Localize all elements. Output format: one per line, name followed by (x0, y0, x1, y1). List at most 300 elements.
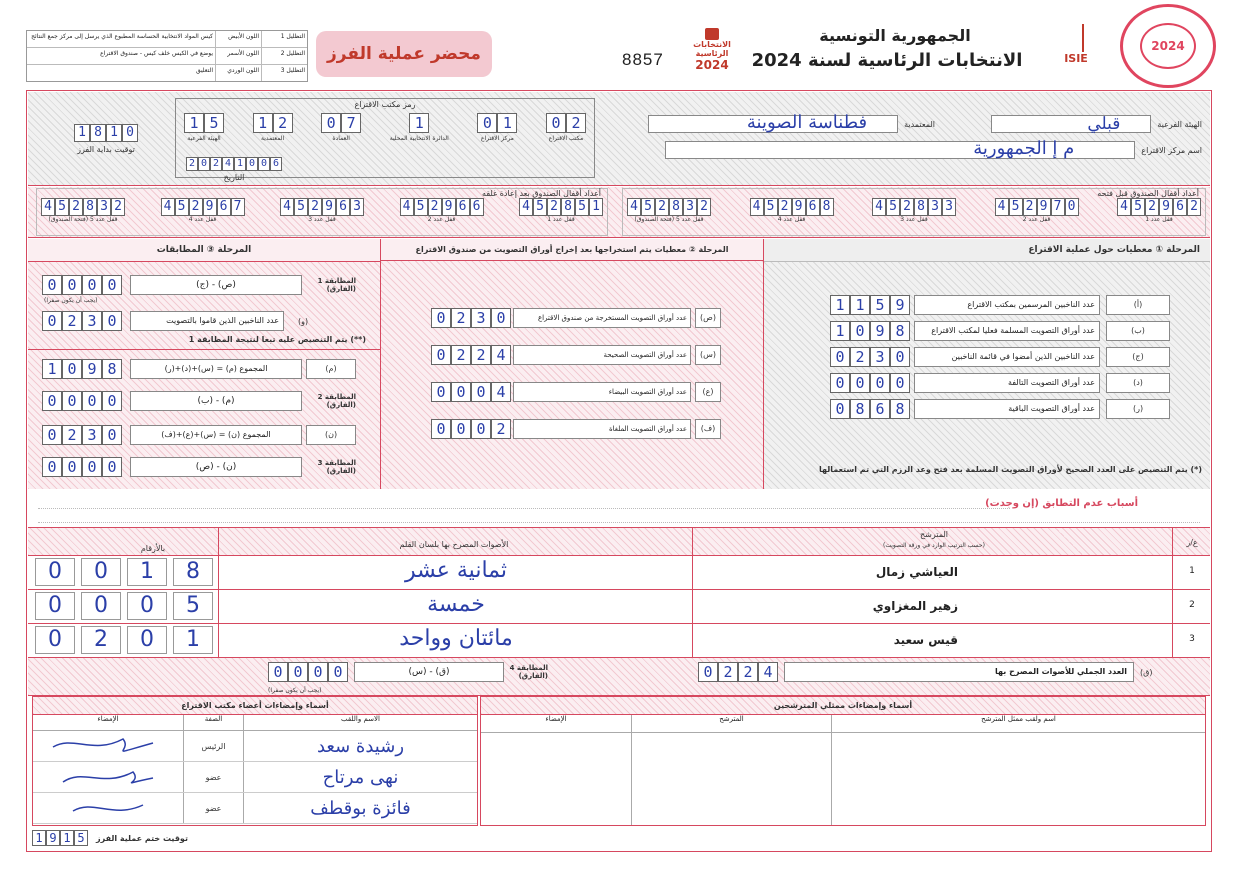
digit-cell: 0 (451, 419, 471, 439)
match1-label: المطابقة 1 (الفارق) (317, 277, 356, 293)
digit-cell: 3 (928, 198, 942, 216)
stage3-panel (28, 239, 380, 489)
stage2-key: (ص) (695, 308, 721, 328)
total-n-formula: المجموع (ن) = (س)+(ع)+(ف) (130, 425, 302, 445)
stage2-title: المرحلة ② معطيات يتم استخراجها بعد إخراج أوراق التصويت من صندوق الاقتراع (381, 239, 763, 261)
center-label: اسم مركز الاقتراع (1141, 145, 1202, 155)
digit-cell: 9 (1037, 198, 1051, 216)
digit-cell: 3 (870, 347, 890, 367)
digit-cell: 1 (830, 321, 850, 341)
digit-cell: 3 (82, 425, 102, 445)
digit-cell: 1 (74, 124, 90, 142)
digit-cell: 1 (830, 295, 850, 315)
member-role: الرئيس (183, 731, 243, 761)
legend-key: التظليل 2 (261, 48, 307, 64)
locks-after-label: أعداد أقفال الصندوق بعد إعادة غلقه (482, 189, 601, 198)
digit-cell: 0 (102, 391, 122, 411)
stage1-key: (ج) (1106, 347, 1170, 367)
header (0, 0, 1240, 92)
digit-cell: 5 (74, 830, 88, 846)
digit-cell: 0 (431, 419, 451, 439)
result-digit-cell: 5 (173, 592, 213, 620)
digit-cell: 2 (778, 198, 792, 216)
digit-cell: 3 (471, 308, 491, 328)
candidate-name: العياشي زمال (875, 565, 958, 579)
digit-cell: 3 (942, 198, 956, 216)
col-sign-header: الإمضاء (97, 715, 119, 723)
legend-desc: يوضع في الكيس خلف كيس - صندوق الاقتراع (100, 50, 213, 57)
regional-field (991, 115, 1151, 133)
digit-cell: 5 (764, 198, 778, 216)
stage1-panel (764, 239, 1210, 489)
digit-cell: 0 (82, 391, 102, 411)
digit-cell: 0 (890, 347, 910, 367)
member-signature (33, 731, 183, 761)
digit-cell: 5 (294, 198, 308, 216)
digit-cell: 2 (1145, 198, 1159, 216)
lock-item (519, 198, 603, 223)
digit-cell: 0 (546, 113, 566, 133)
form-title: محضر عملية الفرز (316, 31, 492, 77)
digit-cell: 0 (288, 662, 308, 682)
office-code-digits (546, 113, 586, 133)
result-digit-cell: 0 (35, 592, 75, 620)
office-code (477, 113, 517, 142)
match3-digits (42, 457, 122, 477)
digit-cell: 1 (497, 113, 517, 133)
digit-cell: 4 (995, 198, 1009, 216)
digit-cell: 0 (328, 662, 348, 682)
results-table (28, 528, 1210, 658)
digit-cell: 9 (322, 198, 336, 216)
start-time-digits (66, 124, 146, 142)
digit-cell: 2 (308, 198, 322, 216)
lock-label: قفل عدد 4 (188, 216, 217, 223)
members-list (33, 731, 477, 824)
col-candidate-header: المترشح (920, 530, 948, 539)
digit-cell: 0 (850, 321, 870, 341)
match4-zero-note: (يجب أن يكون صفرا) (268, 687, 322, 694)
digit-cell: 0 (431, 308, 451, 328)
office-code-digits (184, 113, 224, 133)
signatures-section (28, 696, 1210, 852)
digit-cell: 6 (270, 157, 282, 171)
digit-cell: 4 (400, 198, 414, 216)
office-codes (176, 113, 594, 142)
candidate-name: قيس سعيد (893, 633, 958, 647)
digit-cell: 9 (46, 830, 60, 846)
digit-cell: 8 (83, 198, 97, 216)
office-code-label: الدائرة الانتخابية المحلية (389, 135, 449, 142)
lock-digits (750, 198, 834, 216)
digit-cell: 9 (442, 198, 456, 216)
result-digit-cell: 2 (81, 626, 121, 654)
office-code-label: المعتمدية (260, 135, 285, 142)
office-code-label: العمادة (332, 135, 350, 142)
match1-digits (42, 275, 122, 295)
stage1-label: عدد أوراق التصويت المسلمة فعليا لمكتب الاقتراع (914, 321, 1100, 341)
match3-label: المطابقة 3 (الفارق) (317, 459, 356, 475)
stage1-key: (ر) (1106, 399, 1170, 419)
member-signature (33, 762, 183, 792)
logo-year: 2024 (695, 58, 729, 72)
match3-formula: (ص) - (ن) (130, 457, 302, 477)
digit-cell: 9 (870, 321, 890, 341)
digit-cell: 2 (738, 662, 758, 682)
total-m-key: (م) (306, 359, 356, 379)
digit-cell: 8 (90, 124, 106, 142)
result-digit-cell: 0 (35, 626, 75, 654)
digit-cell: 6 (870, 399, 890, 419)
lock-digits (995, 198, 1079, 216)
digit-cell: 5 (533, 198, 547, 216)
stage1-label: عدد الناخبين المرسمين بمكتب الاقتراع (914, 295, 1100, 315)
result-digit-cell: 1 (127, 558, 167, 586)
digit-cell: 0 (268, 662, 288, 682)
digit-cell: 5 (1009, 198, 1023, 216)
lock-label: قفل عدد 1 (1145, 216, 1173, 223)
digit-cell: 0 (698, 662, 718, 682)
legend-color: اللون الأبيض (215, 31, 261, 47)
stage2-key: (ع) (695, 382, 721, 402)
digit-cell: 4 (758, 662, 778, 682)
digit-cell: 2 (62, 425, 82, 445)
legend-table (26, 30, 308, 82)
member-row (33, 731, 477, 762)
digit-cell: 0 (42, 311, 62, 331)
total-n-digits (42, 425, 122, 445)
digit-cell: 2 (1023, 198, 1037, 216)
digit-cell: 2 (655, 198, 669, 216)
stage1-key: (أ) (1106, 295, 1170, 315)
digit-cell: 5 (870, 295, 890, 315)
mismatch-label: أسباب عدم التطابق (إن وجدت) (985, 498, 1138, 509)
locks-before-list (623, 198, 1205, 223)
stage3-title: المرحلة ③ المطابقات (28, 239, 380, 262)
stage2-label: عدد أوراق التصويت الملغاة (513, 419, 691, 439)
office-code-label: مكتب الاقتراع (548, 135, 584, 142)
digit-cell: 5 (175, 198, 189, 216)
legend-color: اللون الأسمر (215, 48, 261, 64)
isie-logo (1050, 24, 1102, 74)
legend-desc: كيس المواد الانتخابية الحساسة المطبوع الذي يرسل إلى مركز جمع النتائج (31, 33, 213, 40)
digit-cell: 2 (111, 198, 125, 216)
digit-cell: 4 (750, 198, 764, 216)
stage2-row (431, 418, 721, 440)
stage2-digits (431, 308, 511, 328)
digit-cell: 8 (102, 359, 122, 379)
stage1-row (830, 321, 1190, 341)
digit-cell: 2 (186, 157, 198, 171)
digit-cell: 4 (491, 345, 511, 365)
lock-label: قفل عدد 3 (308, 216, 336, 223)
digit-cell: 5 (886, 198, 900, 216)
result-words: ثمانية عشر (405, 558, 507, 583)
office-code (253, 113, 293, 142)
digit-cell: 0 (62, 391, 82, 411)
result-row (28, 590, 1210, 624)
totals-row (28, 658, 1210, 696)
match2-label: المطابقة 2 (الفارق) (317, 393, 356, 409)
stage2-label: عدد أوراق التصويت الصحيحة (513, 345, 691, 365)
digit-cell: 0 (42, 425, 62, 445)
member-name: رشيدة سعد (243, 731, 477, 761)
digit-cell: 2 (697, 198, 711, 216)
office-code-label: الهيئة الفرعية (187, 135, 221, 142)
digit-cell: 8 (914, 198, 928, 216)
stamp-year: 2024 (1140, 23, 1196, 69)
delegation-value: فطناسة الصوينة (746, 112, 868, 133)
result-digit-cell: 0 (81, 558, 121, 586)
lock-item (41, 198, 125, 223)
digit-cell: 5 (575, 198, 589, 216)
start-time-label: توقيت بداية الفرز (77, 145, 135, 154)
lock-digits (41, 198, 125, 216)
digit-cell: 0 (830, 399, 850, 419)
digit-cell: 0 (850, 373, 870, 393)
regional-label: الهيئة الفرعية (1157, 119, 1202, 129)
col-words-header: الأصوات المصرح بها بلسان القلم (399, 540, 509, 549)
digit-cell: 0 (308, 662, 328, 682)
lock-item (400, 198, 484, 223)
digit-cell: 2 (451, 345, 471, 365)
stage1-label: عدد الناخبين الذين أمضوا في قائمة الناخبين (914, 347, 1100, 367)
digit-cell: 3 (683, 198, 697, 216)
lock-digits (400, 198, 484, 216)
digit-cell: 6 (456, 198, 470, 216)
stage2-row (431, 344, 721, 366)
stage2-rows (431, 307, 721, 455)
result-row (28, 556, 1210, 590)
stage2-panel (380, 239, 764, 489)
digit-cell: 0 (471, 419, 491, 439)
candidate-name: زهير المغزاوي (872, 599, 958, 613)
digit-cell: 8 (890, 321, 910, 341)
digit-cell: 0 (62, 275, 82, 295)
digit-cell: 1 (106, 124, 122, 142)
digit-cell: 0 (246, 157, 258, 171)
digit-cell: 7 (1051, 198, 1065, 216)
end-time-digits (32, 830, 88, 846)
stage2-label: عدد أوراق التصويت المستخرجة من صندوق الاقتراع (513, 308, 691, 328)
total-n-key: (ن) (306, 425, 356, 445)
digit-cell: 2 (189, 198, 203, 216)
lock-label: قفل عدد 4 (777, 216, 806, 223)
lock-item (280, 198, 364, 223)
digit-cell: 9 (792, 198, 806, 216)
digit-cell: 6 (336, 198, 350, 216)
digit-cell: 4 (280, 198, 294, 216)
total-votes-digits (698, 662, 778, 682)
match4-digits (268, 662, 348, 682)
legend-desc: التعليق (195, 67, 213, 74)
voters-label: عدد الناخبين الذين قاموا بالتصويت (130, 311, 284, 331)
stage1-rows (830, 295, 1190, 425)
rep-col-name-header: اسم ولقب ممثل المترشح (831, 715, 1205, 732)
office-signatures-title: أسماء وإمضاءات أعضاء مكتب الاقتراع (33, 697, 477, 715)
rep-col-sign-header: الإمضاء (545, 715, 567, 723)
stage2-label: عدد أوراق التصويت البيضاء (513, 382, 691, 402)
digit-cell: 7 (231, 198, 245, 216)
serial-number: 8857 (622, 50, 664, 69)
candidate-number: 3 (1189, 634, 1195, 644)
locks-before (622, 188, 1206, 236)
lock-digits (872, 198, 956, 216)
digit-cell: 2 (471, 345, 491, 365)
match2-formula: (ب) - (م) (130, 391, 302, 411)
digit-cell: 0 (102, 457, 122, 477)
member-row (33, 762, 477, 793)
stage1-row (830, 295, 1190, 315)
voters-note: (**) يتم التنصيص عليه تبعا لنتيجة المطابقة 1 (188, 335, 366, 344)
digit-cell: 0 (62, 359, 82, 379)
total-m-digits (42, 359, 122, 379)
office-code (321, 113, 361, 142)
center-field (665, 138, 1135, 159)
digit-cell: 0 (491, 308, 511, 328)
lock-digits (519, 198, 603, 216)
digit-cell: 2 (451, 308, 471, 328)
result-rows (28, 556, 1210, 658)
digit-cell: 4 (491, 382, 511, 402)
digit-cell: 8 (820, 198, 834, 216)
delegation-label: المعتمدية (904, 119, 935, 129)
digit-cell: 5 (641, 198, 655, 216)
digit-cell: 2 (566, 113, 586, 133)
candidate-number: 2 (1189, 600, 1195, 610)
digit-cell: 2 (491, 419, 511, 439)
stage2-row (431, 307, 721, 329)
voters-digits (42, 311, 122, 331)
digit-cell: 0 (1065, 198, 1079, 216)
match1-formula: (ج) - (ص) (130, 275, 302, 295)
signature-scribble (33, 762, 183, 793)
digit-cell: 3 (82, 311, 102, 331)
member-name: نهى مرتاح (243, 762, 477, 792)
digit-cell: 4 (1117, 198, 1131, 216)
result-row (28, 624, 1210, 658)
date-digits (186, 157, 282, 171)
office-code-box (175, 98, 595, 182)
digit-cell: 5 (55, 198, 69, 216)
digit-cell: 6 (1173, 198, 1187, 216)
result-digits (32, 558, 216, 586)
member-role: عضو (183, 793, 243, 823)
digit-cell: 1 (589, 198, 603, 216)
stage2-digits (431, 382, 511, 402)
republic-title: الجمهورية التونسية (819, 26, 971, 45)
signature-scribble (33, 793, 183, 824)
match1-row (42, 273, 368, 297)
digit-cell: 4 (627, 198, 641, 216)
digit-cell: 0 (102, 425, 122, 445)
lock-digits (161, 198, 245, 216)
match4-formula: (س) - (ق) (354, 662, 504, 682)
digit-cell: 2 (850, 347, 870, 367)
digit-cell: 7 (341, 113, 361, 133)
isie-text: ISIE (1064, 52, 1088, 65)
lock-digits (627, 198, 711, 216)
result-digit-cell: 8 (173, 558, 213, 586)
digit-cell: 0 (830, 347, 850, 367)
digit-cell: 9 (203, 198, 217, 216)
lock-digits (1117, 198, 1201, 216)
stage1-row (830, 399, 1190, 419)
digit-cell: 2 (547, 198, 561, 216)
match2-row (42, 389, 368, 413)
stage2-key: (س) (695, 345, 721, 365)
stage1-key: (ب) (1106, 321, 1170, 341)
stage1-label: عدد أوراق التصويت التالفة (914, 373, 1100, 393)
end-time-block (32, 830, 188, 846)
lock-item (1117, 198, 1201, 223)
stage1-title: المرحلة ① معطيات حول عملية الاقتراع (764, 239, 1210, 262)
office-code (184, 113, 224, 142)
office-code-digits (321, 113, 361, 133)
digit-cell: 0 (42, 391, 62, 411)
lock-digits (280, 198, 364, 216)
digit-cell: 9 (82, 359, 102, 379)
digit-cell: 3 (97, 198, 111, 216)
stage2-digits (431, 345, 511, 365)
digit-cell: 8 (850, 399, 870, 419)
stage1-row (830, 373, 1190, 393)
election-logo (690, 28, 734, 80)
lock-label: قفل عدد 5 (فتحة الصندوق) (48, 216, 118, 223)
legend-key: التظليل 1 (261, 31, 307, 47)
match3-row (42, 455, 368, 479)
digit-cell: 8 (561, 198, 575, 216)
legend-key: التظليل 3 (261, 65, 307, 81)
digit-cell: 2 (62, 311, 82, 331)
digit-cell: 4 (222, 157, 234, 171)
mismatch-section (28, 490, 1210, 528)
result-digits (32, 592, 216, 620)
digit-cell: 0 (890, 373, 910, 393)
digit-cell: 0 (258, 157, 270, 171)
digit-cell: 0 (42, 457, 62, 477)
stage1-digits (830, 347, 910, 367)
result-digit-cell: 0 (127, 626, 167, 654)
digit-cell: 0 (82, 457, 102, 477)
member-row (33, 793, 477, 824)
digit-cell: 0 (477, 113, 497, 133)
signature-stroke (63, 772, 153, 783)
stage2-row (431, 381, 721, 403)
digit-cell: 6 (217, 198, 231, 216)
stage2-digits (431, 419, 511, 439)
lock-item (750, 198, 834, 223)
lock-item (995, 198, 1079, 223)
voters-row (42, 309, 368, 333)
digit-cell: 4 (41, 198, 55, 216)
rep-signatures (480, 696, 1206, 826)
digit-cell: 0 (198, 157, 210, 171)
digit-cell: 0 (102, 275, 122, 295)
stage1-digits (830, 295, 910, 315)
office-code-label: مركز الاقتراع (480, 135, 514, 142)
lock-label: قفل عدد 2 (1022, 216, 1051, 223)
digit-cell: 1 (42, 359, 62, 379)
digit-cell: 2 (428, 198, 442, 216)
digit-cell: 5 (204, 113, 224, 133)
digit-cell: 0 (62, 457, 82, 477)
regional-value: قبلي (1087, 114, 1121, 134)
digit-cell: 2 (69, 198, 83, 216)
total-votes-key: (ق) (1140, 667, 1153, 677)
total-m-formula: المجموع (م) = (س)+(د)+(ر) (130, 359, 302, 379)
office-code (390, 113, 449, 142)
